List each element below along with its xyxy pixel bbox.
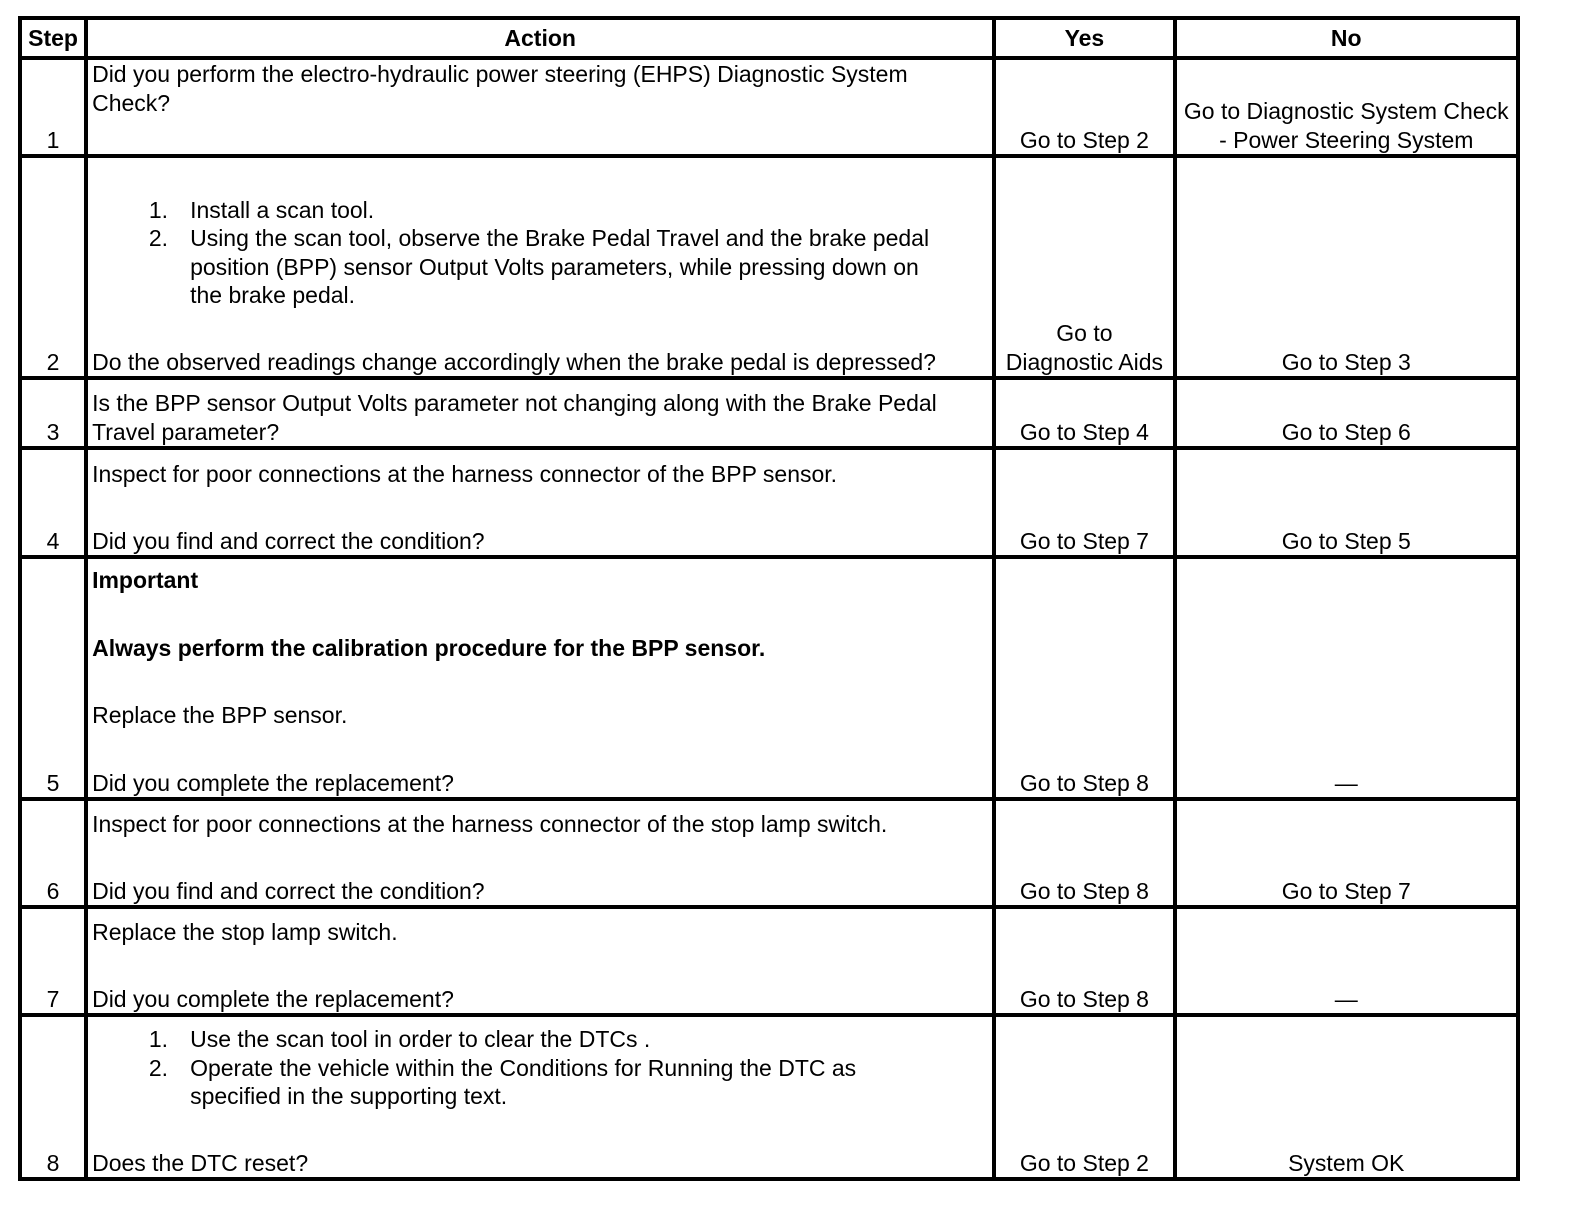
action-list: [92, 1025, 988, 1111]
yes-cell: Go to Step 2: [994, 58, 1174, 156]
list-item: 2. Operate the vehicle within the Conditions for Running the DTC as specified in the supporting text.: [148, 1054, 857, 1109]
no-cell: Go to Step 5: [1175, 448, 1518, 557]
action-text: Did you perform the electro-hydraulic power steering (EHPS) Diagnostic System Check?: [92, 61, 908, 116]
table-row: [20, 1015, 1518, 1179]
header-action: Action: [86, 18, 994, 58]
list-item: 2. Using the scan tool, observe the Brake Pedal Travel and the brake pedal position (BPP) sensor Output Volts parameters, while pressing down on the brake pedal.: [148, 225, 930, 308]
table-row: [20, 907, 1518, 1015]
header-step: Step: [20, 18, 86, 58]
yes-cell: Go to Step 2: [994, 1015, 1174, 1179]
no-cell: —: [1175, 907, 1518, 1015]
action-question: Did you complete the replacement?: [92, 985, 454, 1012]
action-cell: [86, 156, 994, 378]
no-cell: Go to Diagnostic System Check - Power Steering System: [1175, 58, 1518, 156]
action-cell: [86, 58, 994, 156]
action-text: Inspect for poor connections at the harness connector of the BPP sensor.: [92, 461, 838, 487]
header-yes: Yes: [994, 18, 1174, 58]
action-cell: [86, 907, 994, 1015]
diagnostic-table: [18, 16, 1520, 1181]
step-number: 6: [20, 799, 86, 907]
action-cell: [86, 448, 994, 557]
action-text: Replace the BPP sensor.: [92, 702, 348, 728]
no-cell: System OK: [1175, 1015, 1518, 1179]
action-question: Did you complete the replacement?: [92, 769, 454, 796]
step-number: 7: [20, 907, 86, 1015]
no-cell: Go to Step 6: [1175, 378, 1518, 448]
step-number: 3: [20, 378, 86, 448]
action-cell: [86, 557, 994, 799]
table-row: [20, 156, 1518, 378]
action-list: [92, 196, 988, 310]
table-row: [20, 448, 1518, 557]
step-number: 5: [20, 557, 86, 799]
table-row: [20, 378, 1518, 448]
table-row: [20, 799, 1518, 907]
step-number: 1: [20, 58, 86, 156]
step-number: 2: [20, 156, 86, 378]
action-cell: [86, 378, 994, 448]
yes-cell: Go to Step 8: [994, 557, 1174, 799]
yes-cell: Go to Step 4: [994, 378, 1174, 448]
table-row: [20, 58, 1518, 156]
action-question: Do the observed readings change accordingly when the brake pedal is depressed?: [92, 348, 936, 375]
action-cell: [86, 799, 994, 907]
yes-cell: Go to Diagnostic Aids: [994, 156, 1174, 378]
yes-cell: Go to Step 8: [994, 799, 1174, 907]
action-question: Does the DTC reset?: [92, 1149, 309, 1176]
list-item: 1. Install a scan tool.: [148, 196, 375, 223]
important-label: Important: [92, 567, 199, 593]
list-item: 1. Use the scan tool in order to clear the DTCs .: [148, 1026, 651, 1052]
important-text: Always perform the calibration procedure for the BPP sensor.: [92, 634, 766, 661]
no-cell: Go to Step 3: [1175, 156, 1518, 378]
action-text: Replace the stop lamp switch.: [92, 919, 398, 945]
action-question: Did you find and correct the condition?: [92, 527, 485, 554]
no-cell: Go to Step 7: [1175, 799, 1518, 907]
action-question: Did you find and correct the condition?: [92, 877, 485, 904]
header-row: [20, 18, 1518, 58]
yes-cell: Go to Step 8: [994, 907, 1174, 1015]
step-number: 8: [20, 1015, 86, 1179]
table-row: [20, 557, 1518, 799]
no-cell: —: [1175, 557, 1518, 799]
header-no: No: [1175, 18, 1518, 58]
yes-cell: Go to Step 7: [994, 448, 1174, 557]
action-text: Inspect for poor connections at the harness connector of the stop lamp switch.: [92, 811, 888, 837]
action-text: Is the BPP sensor Output Volts parameter not changing along with the Brake Pedal Travel parameter?: [92, 390, 937, 445]
step-number: 4: [20, 448, 86, 557]
action-cell: [86, 1015, 994, 1179]
